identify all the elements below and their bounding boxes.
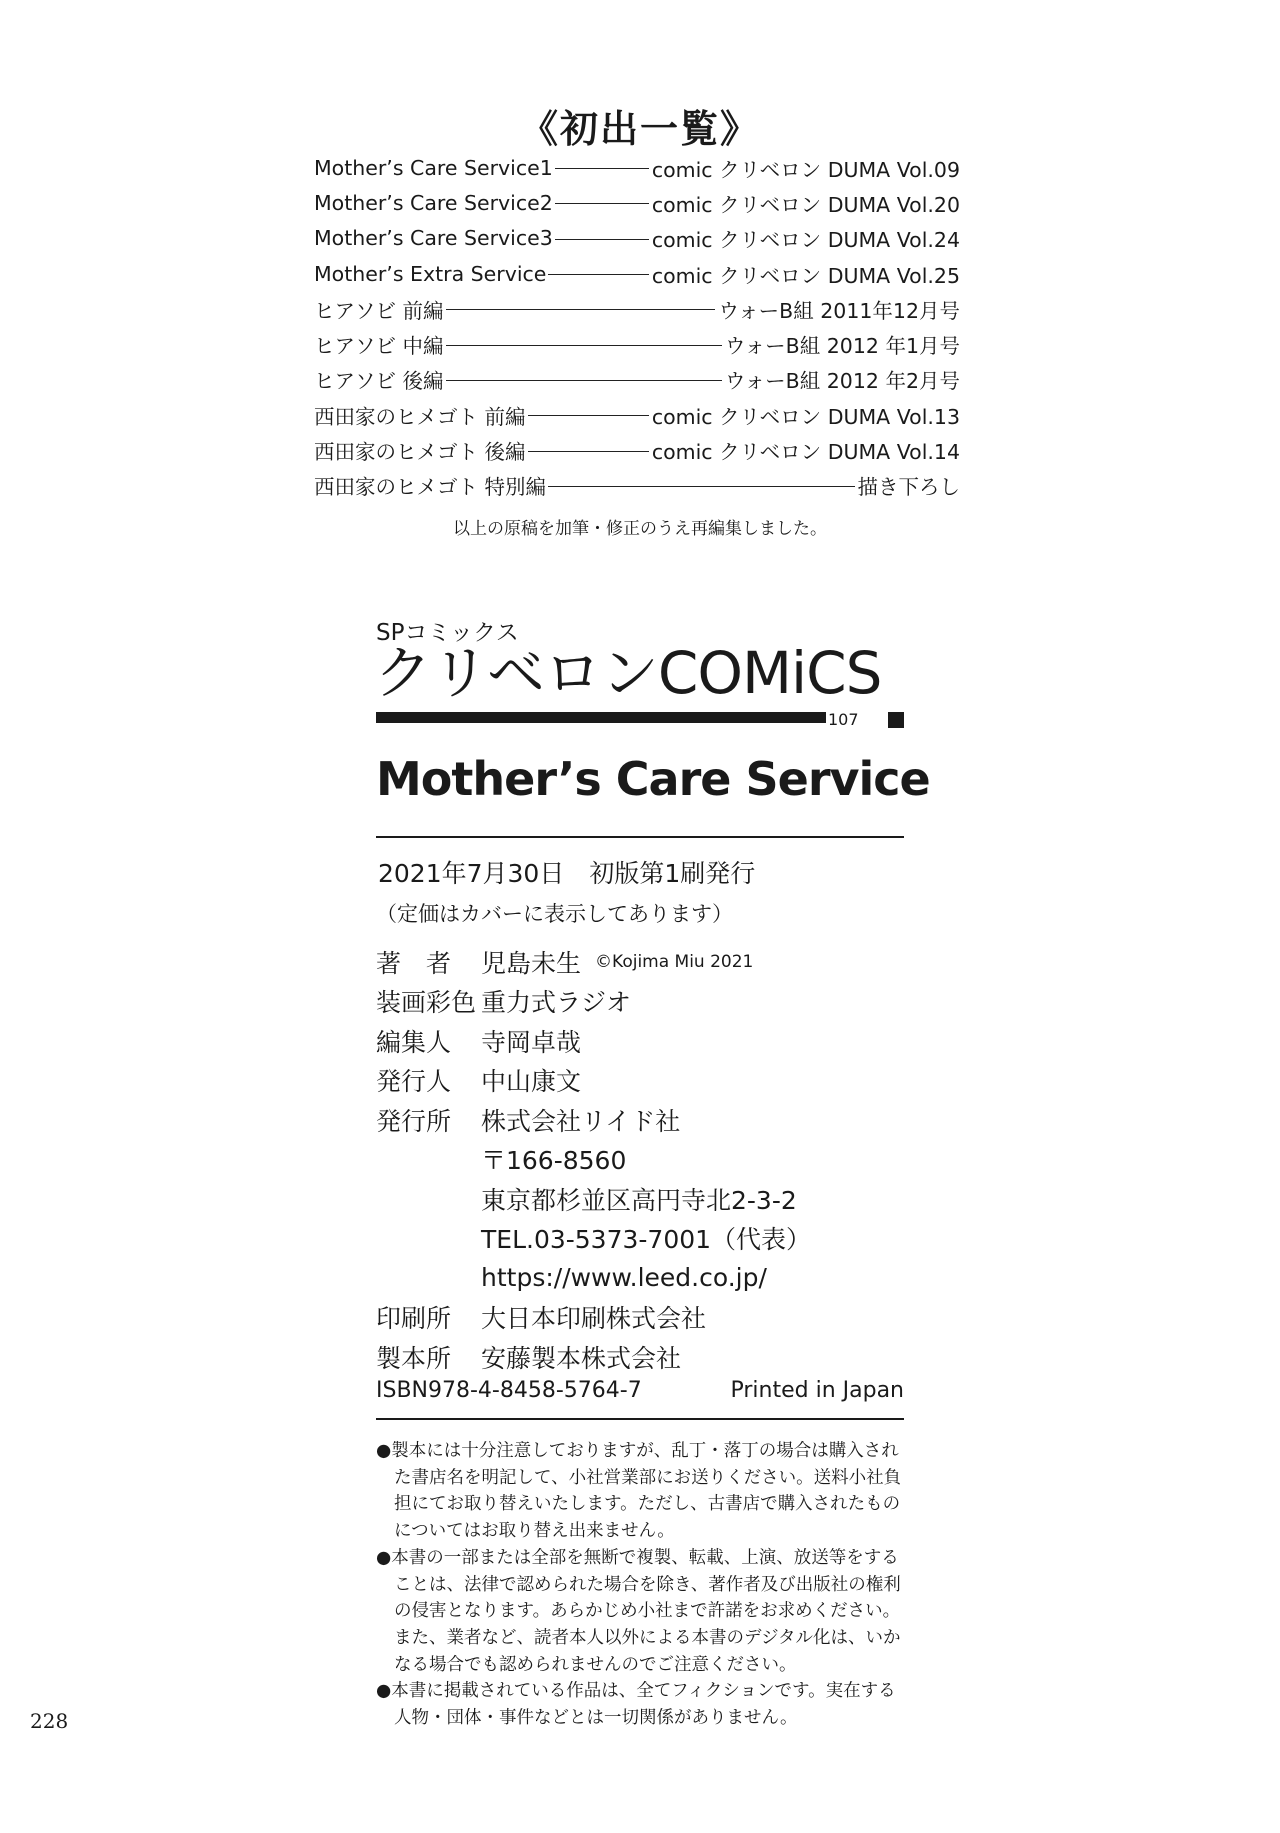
toc-row: [314, 221, 960, 256]
imprint-label: SPコミックス: [376, 620, 519, 646]
leader-line: [446, 345, 722, 346]
page-number: 228: [30, 1709, 69, 1733]
isbn-row: [376, 1378, 904, 1403]
price-note: （定価はカバーに表示してあります）: [376, 902, 733, 926]
credit-value: 安藤製本株式会社: [481, 1343, 682, 1373]
toc-work: Mother’s Care Service1: [314, 155, 553, 180]
leader-line: [446, 309, 716, 310]
volume-square-mark: [888, 712, 904, 728]
credit-value: 株式会社リイド社: [481, 1106, 681, 1136]
credit-label: 著 者: [376, 948, 452, 978]
credit-value: 大日本印刷株式会社: [481, 1304, 707, 1334]
toc-note: 以上の原稿を加筆・修正のうえ再編集しました。: [453, 519, 827, 539]
credit-row: [376, 1061, 904, 1101]
toc-title: 《初出一覧》: [519, 107, 760, 151]
credit-value: 児島未生: [481, 948, 582, 978]
credits-list: [376, 942, 904, 1377]
notice-paragraph: ●製本には十分注意しておりますが、乱丁・落丁の場合は購入された書店名を明記して、小社営業部にお送りください。送料小社負担にてお取り替えいたします。ただし、古書店で購入されたものについてはお取り替え出来ません。: [376, 1441, 902, 1542]
credit-row: [376, 1258, 904, 1298]
toc-row: [314, 256, 960, 291]
notice-paragraph: ●本書の一部または全部を無断で複製、転載、上演、放送等をすることは、法律で認められた場合を除き、著作者及び出版社の権利の侵害となります。あらかじめ小社まで許諾をお求めください。また、業者など、読者本人以外による本書のデジタル化は、いかなる場合でも認められませんのでご注意ください。: [376, 1547, 901, 1675]
credit-row: [376, 1140, 904, 1180]
volume-number: 107: [828, 710, 859, 729]
toc-row: [314, 362, 960, 397]
credit-label: 発行人: [376, 1067, 452, 1097]
toc-work: Mother’s Care Service3: [314, 226, 553, 251]
credit-label: 装画彩色: [376, 988, 477, 1018]
toc-row: [314, 326, 960, 361]
toc-source: comic クリベロン DUMA Vol.20: [651, 192, 960, 217]
notices: [376, 1438, 906, 1732]
brand-logo: クリベロンCOMiCS: [374, 639, 882, 707]
toc-source: ウォーB組 2012 年2月号: [725, 369, 960, 394]
credit-label: 印刷所: [376, 1304, 452, 1334]
leader-line: [528, 451, 649, 452]
toc-source: comic クリベロン DUMA Vol.25: [651, 263, 960, 288]
credit-value: 寺岡卓哉: [481, 1027, 582, 1057]
postal-code: 〒166-8560: [481, 1146, 627, 1176]
toc-work: Mother’s Extra Service: [314, 261, 547, 286]
credit-value: 中山康文: [481, 1067, 582, 1097]
leader-line: [555, 168, 649, 169]
book-title: Mother’s Care Service: [376, 752, 930, 806]
isbn: ISBN978-4-8458-5764-7: [376, 1378, 642, 1403]
address: 東京都杉並区高円寺北2-3-2: [481, 1185, 797, 1215]
toc-row: [314, 291, 960, 326]
copyright-text: ©Kojima Miu 2021: [595, 951, 754, 972]
leader-line: [555, 239, 649, 240]
leader-line: [548, 486, 854, 487]
toc-source: ウォーB組 2011年12月号: [718, 298, 960, 323]
toc-row: [314, 150, 960, 185]
credit-label: 編集人: [376, 1027, 452, 1057]
credit-row: [376, 1021, 904, 1061]
brand-bar: [376, 712, 826, 723]
divider: [376, 1418, 904, 1420]
toc-source: ウォーB組 2012 年1月号: [725, 334, 960, 359]
toc-work: ヒアソビ 前編: [314, 298, 444, 323]
toc-row: [314, 185, 960, 220]
toc-row: [314, 468, 960, 503]
credit-row: [376, 942, 904, 982]
toc-source: comic クリベロン DUMA Vol.14: [651, 440, 960, 465]
toc-work: ヒアソビ 中編: [314, 334, 444, 359]
credit-value: 重力式ラジオ: [481, 988, 632, 1018]
toc-row: [314, 397, 960, 432]
credit-row: [376, 1100, 904, 1140]
credit-row: [376, 1337, 904, 1377]
toc-source: 描き下ろし: [857, 475, 960, 500]
toc-source: comic クリベロン DUMA Vol.09: [651, 157, 960, 182]
notice-paragraph: ●本書に掲載されている作品は、全てフィクションです。実在する人物・団体・事件などとは一切関係がありません。: [376, 1681, 896, 1729]
toc-row: [314, 432, 960, 467]
credit-row: [376, 1298, 904, 1338]
toc-work: 西田家のヒメゴト 後編: [314, 440, 526, 465]
credit-label: 製本所: [376, 1343, 452, 1373]
toc-source: comic クリベロン DUMA Vol.13: [651, 404, 960, 429]
printed-in: Printed in Japan: [730, 1378, 904, 1403]
toc-work: 西田家のヒメゴト 前編: [314, 404, 526, 429]
leader-line: [446, 380, 722, 381]
leader-line: [548, 274, 648, 275]
leader-line: [555, 203, 649, 204]
credit-row: [376, 982, 904, 1022]
phone-number: TEL.03-5373-7001（代表）: [481, 1225, 812, 1255]
website-url: https://www.leed.co.jp/: [481, 1263, 767, 1293]
toc-list: [314, 150, 960, 503]
toc-work: 西田家のヒメゴト 特別編: [314, 475, 547, 500]
toc-source: comic クリベロン DUMA Vol.24: [651, 228, 960, 253]
leader-line: [528, 415, 649, 416]
credit-row: [376, 1219, 904, 1259]
toc-work: ヒアソビ 後編: [314, 369, 444, 394]
toc-work: Mother’s Care Service2: [314, 190, 553, 215]
divider: [376, 836, 904, 838]
credit-row: [376, 1179, 904, 1219]
credit-label: 発行所: [376, 1106, 452, 1136]
release-date: 2021年7月30日 初版第1刷発行: [378, 859, 756, 888]
